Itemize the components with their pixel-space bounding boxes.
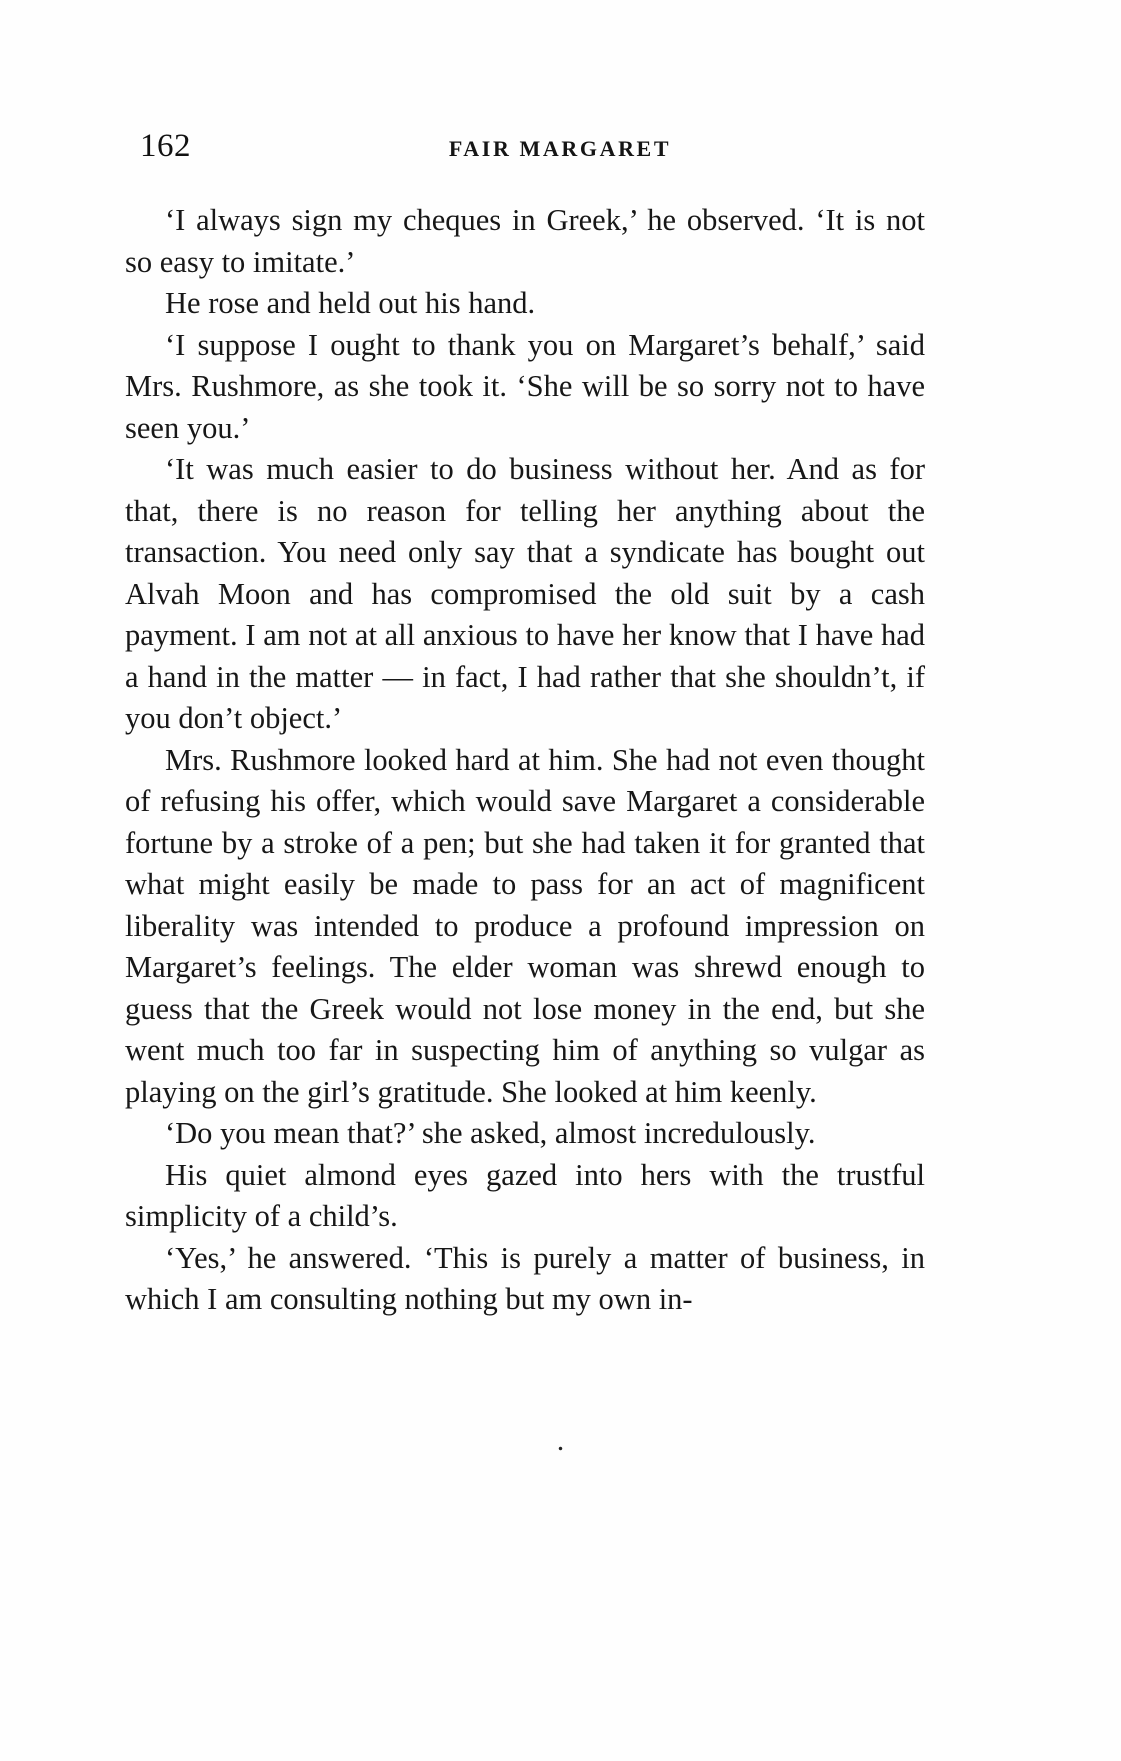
paragraph: ‘I suppose I ought to thank you on Margaret’s behalf,’ said Mrs. Rushmore, as she took it. ‘She will be so sorry not to have seen you.’ bbox=[125, 327, 925, 445]
body-text bbox=[125, 200, 925, 1321]
running-head: FAIR MARGARET bbox=[448, 136, 672, 161]
footer-mark: . bbox=[556, 1424, 565, 1457]
paragraph: ‘It was much easier to do business without her. And as for that, there is no reason for telling her anything about the transaction. You need only say that a syndicate has bought out Alvah Moon and has compromised the old suit by a cash payment. I am not at all anxious to have her know that I have had a hand in the matter — in fact, I had rather that she shouldn’t, if you don’t object.’ bbox=[125, 452, 925, 735]
page-number: 162 bbox=[140, 128, 191, 164]
paragraph: ‘I always sign my cheques in Greek,’ he observed. ‘It is not so easy to imitate.’ bbox=[125, 203, 925, 279]
paragraph: Mrs. Rushmore looked hard at him. She had not even thought of refusing his offer, which would save Margaret a considerable fortune by a stroke of a pen; but she had taken it for granted that what might easily be made to pass for an act of magnificent liberality was intended to produce a profound impression on Margaret’s feelings. The elder woman was shrewd enough to guess that the Greek would not lose money in the end, but she went much too far in suspecting him of anything so vulgar as playing on the girl’s gratitude. She looked at him keenly. bbox=[125, 742, 925, 1109]
paragraph: ‘Do you mean that?’ she asked, almost incredulously. bbox=[165, 1116, 816, 1150]
paragraph: His quiet almond eyes gazed into hers with the trustful simplicity of a child’s. bbox=[125, 1157, 925, 1233]
paragraph: ‘Yes,’ he answered. ‘This is purely a matter of business, in which I am consulting nothing but my own in- bbox=[125, 1240, 925, 1316]
paragraph: He rose and held out his hand. bbox=[165, 286, 536, 320]
page-header bbox=[140, 128, 980, 168]
